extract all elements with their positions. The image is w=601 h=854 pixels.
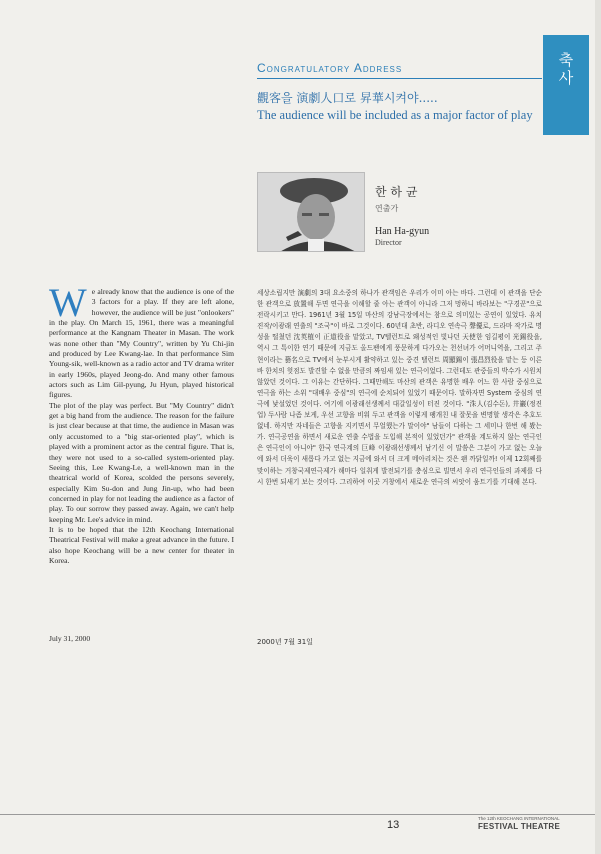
korean-article bbox=[257, 288, 542, 488]
author-name-korean: 한 하 균 bbox=[375, 185, 418, 199]
english-paragraph: The plot of the play was perfect. But "My Country" didn't get a big hand from the audience. The reason for the failure is just clear because at that time, the audience in Masan was only accustomed to a "big star-oriented play", which is played with a prominent actor as the central figure. That is, they were not used to a so-called system-oriented play. Seeing this, Lee Kwang-Le, a well-known man in the theatrical world of Korea, scolded the persons severely, especially Kim Su-don and Jung Jin-up, who had been concerned in play for not leading the audience as a factor of play. To our sorrow they passed away. Again, we can't help keeping Mr. Lee's advice in mind. bbox=[49, 400, 234, 524]
section-tab bbox=[543, 35, 589, 135]
subtitle-english: The audience will be included as a major factor of play bbox=[257, 108, 533, 122]
drop-cap: W bbox=[49, 280, 87, 325]
korean-paragraph: 세상소립지만 演劇의 3대 요소중의 하나가 관객임은 우리가 이미 아는 바다. 그런데 이 관객을 단순한 관객으로 放置해 두면 연극을 이해할 줄 아는 관객이 아니라 그저 멍하니 바라보는 "구경꾼"으로 전락시키고 만다. 1961년 3월 15일 마산의 강남극장에서는 참으로 의미있는 공연이 있었다. 유치진작/이광래 연출의 "조국"이 바로 그것이다. 60년대 초반, 라디오 연속극 聲優로, 드라마 작가로 명성을 떨쳤던 沈英植이 正道役을 맡았고, TV텔런트로 왜성적인 빛나던 天使한 임길평이 光錫役을, 역시 그 특이한 연기 때문에 지금도 올드팬에게 풍문하게 다가오는 천선녀가 어머니역을, 그리고 주현이라는 藝名으로 TV에서 눈부시게 활약하고 있는 중견 탤런트 周顯錫이 張昌烈役을 맡는 등 이른바 한치의 헛점도 발견할 수 없을 만큼의 짜임새 있는 연극이었다. 그런데도 관중들의 박수가 시원치 않았던 것이다. 그 이유는 간단하다. 그때만해도 마산의 관객은 유명한 배우 어느 한 사람 중심으로 연극을 하는 소위 "대배우 중심"의 연극에 순치되어 있었기 때문이다. 말하자면 System 중심의 연극에 낯설었던 것이다. 여기에 이광래선생께서 대갈일성이 터진 것이다. "洙人(김수돈), 井巖(정진업) 두사람 나좀 보게, 우선 고향을 비워 두고 관객을 이렇게 팽개친 내 잘못을 변명할 생각은 추호도 없네. 하지만 자네들은 고향을 지키면서 무얼했는가 말이야" 남들이 다하는 그 세미나 한번 해 봤는가. 연극공연을 하면서 새로운 연출 수법을 도입해 본적이 있었던가" 관객을 계도하지 않는 연극인은 연극인이 아니야" 한국 연극계의 巨峰 이광래선생께서 남기신 이 말씀은 그분이 가고 없는 오늘에 와서 더욱이 새롭다 가고 없는 지금에 와서 더 크게 메아리치는 것은 왠 까닭일까! 이제 12회째를 맞이하는 거창국제연극제가 해마다 일취게 발전되기를 충심으로 빌면서 우리 연극인들의 과제를 다시 한번 되새기 보는 것이다. 그리하여 이곳 거창에서 새로운 연극의 씨앗이 움트기를 기대해 본다. bbox=[257, 289, 542, 486]
festival-subtitle: The 12th KEOCHANG INTERNATIONAL bbox=[478, 816, 560, 821]
page-title: Congratulatory Address bbox=[257, 61, 403, 75]
section-tab-char-1: 축 bbox=[558, 51, 574, 69]
korean-date: 2000년 7월 31일 bbox=[257, 638, 313, 646]
english-date: July 31, 2000 bbox=[49, 634, 91, 643]
english-article bbox=[49, 280, 234, 566]
page-number: 13 bbox=[387, 819, 400, 831]
author-role-english: Director bbox=[375, 238, 402, 247]
author-role-korean: 연출가 bbox=[375, 204, 399, 213]
author-portrait-icon bbox=[258, 173, 365, 252]
author-name-english: Han Ha-gyun bbox=[375, 226, 430, 237]
author-photo bbox=[257, 172, 365, 252]
english-paragraph bbox=[49, 280, 234, 401]
festival-title: FESTIVAL THEATRE bbox=[478, 822, 561, 831]
title-divider bbox=[257, 78, 542, 79]
subtitle-korean: 觀客을 演劇人口로 昇華시켜야..... bbox=[257, 91, 438, 105]
section-tab-char-2: 사 bbox=[558, 69, 574, 87]
page-edge bbox=[595, 0, 601, 854]
english-paragraph: It is to be hoped that the 12th Keochang International Theatrical Festival will make a great advance in the future. I also hope Keochang will be a new center for theater in Korea. bbox=[49, 524, 234, 565]
footer-divider bbox=[0, 814, 595, 815]
english-paragraph-text: e already know that the audience is one of the 3 factors for a play. If they are left alone, however, the audience will be just "onlookers" in the play. On March 15, 1961, there was a meaningful performance at the Kangnam Theater in Masan. The work was none other than "My Country", written by Yu Chi-jin and produced by Lee Kwang-lae. In that performance Sim Young-sik, well-known as a radio actor and TV drama writer in early 1960s, played Jeong-do. And many other famous actors such as Lim Gil-pyung, Ju Hyun, played historical figures. bbox=[49, 287, 234, 400]
